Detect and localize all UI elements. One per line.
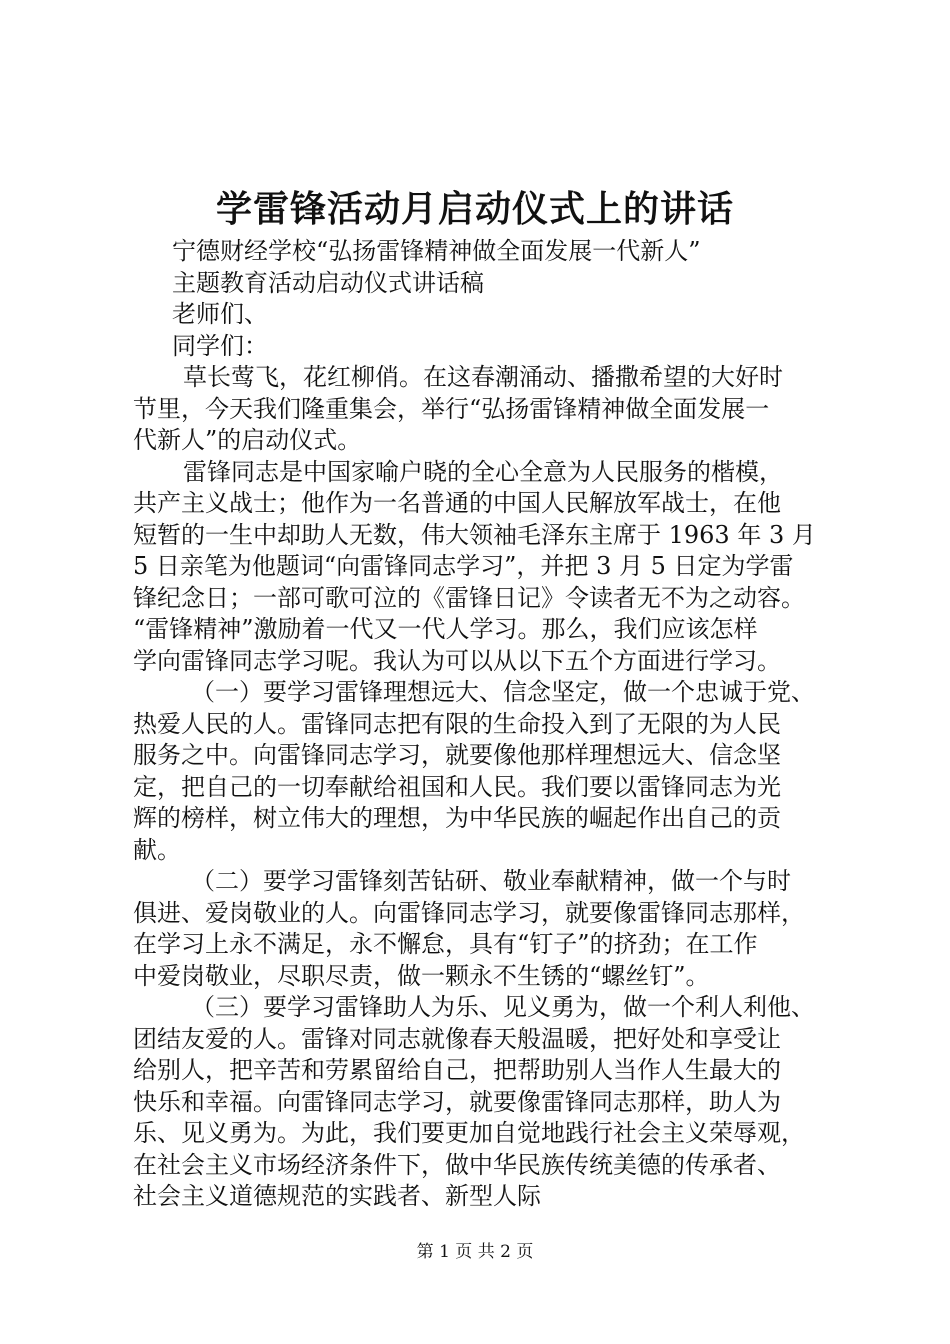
body-line: 代新人”的启动仪式。 xyxy=(133,426,362,454)
body-line: 中爱岗敬业，尽职尽责，做一颗永不生锈的“螺丝钉”。 xyxy=(133,961,710,990)
body-line: 快乐和幸福。向雷锋同志学习，就要像雷锋同志那样，助人为 xyxy=(133,1087,781,1116)
body-line: 5 日亲笔为他题词“向雷锋同志学习”，并把 3 月 5 日定为学雷 xyxy=(133,552,794,580)
body-line: 乐、见义勇为。为此，我们要更加自觉地践行社会主义荣辱观， xyxy=(133,1119,805,1147)
body-line: （三）要学习雷锋助人为乐、见义勇为，做一个利人利他、 xyxy=(191,993,815,1021)
body-line: 定，把自己的一切奉献给祖国和人民。我们要以雷锋同志为光 xyxy=(133,772,781,801)
body-line: （一）要学习雷锋理想远大、信念坚定，做一个忠诚于党、 xyxy=(191,678,815,706)
document-body xyxy=(133,236,823,1213)
body-line: 辉的榜样，树立伟大的理想，为中华民族的崛起作出自己的贡 xyxy=(133,804,781,832)
body-line: 雷锋同志是中国家喻户晓的全心全意为人民服务的楷模， xyxy=(183,457,783,486)
body-line: 宁德财经学校“弘扬雷锋精神做全面发展一代新人” xyxy=(172,237,701,265)
body-line: 热爱人民的人。雷锋同志把有限的生命投入到了无限的为人民 xyxy=(133,709,781,738)
body-line: 同学们： xyxy=(172,331,268,360)
body-line: 给别人，把辛苦和劳累留给自己，把帮助别人当作人生最大的 xyxy=(133,1056,781,1084)
body-line: 草长莺飞，花红柳俏。在这春潮涌动、播撒希望的大好时 xyxy=(183,363,783,391)
body-line: 服务之中。向雷锋同志学习，就要像他那样理想远大、信念坚 xyxy=(133,741,781,769)
body-line: 团结友爱的人。雷锋对同志就像春天般温暖，把好处和享受让 xyxy=(133,1024,781,1053)
body-line: 学向雷锋同志学习呢。我认为可以从以下五个方面进行学习。 xyxy=(133,646,781,675)
body-line: 社会主义道德规范的实践者、新型人际 xyxy=(133,1182,541,1210)
body-line: 在学习上永不满足，永不懈怠，具有“钉子”的挤劲；在工作 xyxy=(133,930,758,958)
body-line: 锋纪念日；一部可歌可泣的《雷锋日记》令读者无不为之动容。 xyxy=(133,583,805,612)
body-line: 老师们、 xyxy=(172,300,268,328)
body-line: （二）要学习雷锋刻苦钻研、敬业奉献精神，做一个与时 xyxy=(191,867,791,895)
body-line: 在社会主义市场经济条件下，做中华民族传统美德的传承者、 xyxy=(133,1150,781,1179)
body-line: 俱进、爱岗敬业的人。向雷锋同志学习，就要像雷锋同志那样， xyxy=(133,898,805,927)
document-title: 学雷锋活动月启动仪式上的讲话 xyxy=(215,188,734,230)
body-line: 短暂的一生中却助人无数，伟大领袖毛泽东主席于 1963 年 3 月 xyxy=(133,520,816,549)
body-line: “雷锋精神”激励着一代又一代人学习。那么，我们应该怎样 xyxy=(133,615,758,643)
body-line: 共产主义战士；他作为一名普通的中国人民解放军战士，在他 xyxy=(133,489,781,517)
body-line: 主题教育活动启动仪式讲话稿 xyxy=(172,268,484,297)
body-line: 献。 xyxy=(133,835,181,864)
body-line: 节里，今天我们隆重集会，举行“弘扬雷锋精神做全面发展一 xyxy=(133,394,770,423)
page-number-footer: 第 1 页 共 2 页 xyxy=(416,1242,534,1262)
